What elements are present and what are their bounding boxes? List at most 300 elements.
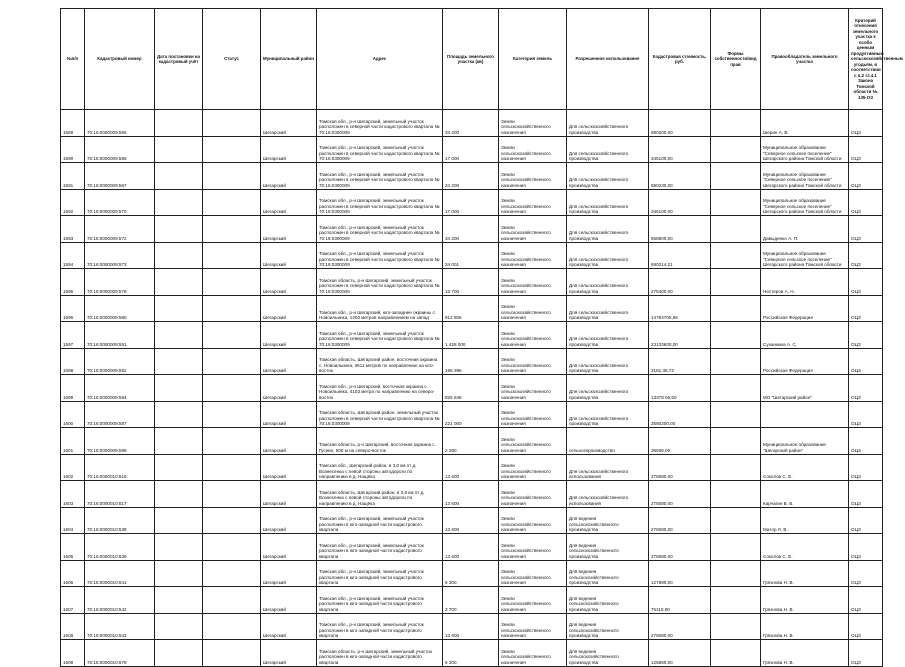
cell-row-number: 1598 bbox=[61, 348, 85, 375]
cell-status bbox=[203, 348, 261, 375]
cell-holder: Российская Федерация bbox=[761, 295, 849, 322]
table-row bbox=[61, 534, 883, 561]
cell-address: Томская обл., р-н Шегарский, земельный участок расположен в северной части кадастрового квартала № 70:16:0300009 bbox=[317, 216, 443, 243]
cell-row-number: 1605 bbox=[61, 534, 85, 561]
cell-permitted-use: Для ведения сельскохозяйственного производства bbox=[567, 534, 649, 561]
cell-address: Томская обл., р-н Шегарский, земельный участок расположен в юго-западной части кадастрового квартала bbox=[317, 587, 443, 614]
cell-address: Томская область, р-н Шегарский, земельный участок расположен в северной части кадастрового квартала № 70:16:0300009 bbox=[317, 269, 443, 296]
cell-area: 34 001 bbox=[443, 242, 499, 269]
cell-address: Томская обл., р-н Шегарский, земельный участок расположен в северной части кадастрового квартала № 70:16:0300009 bbox=[317, 136, 443, 163]
cell-district: Шегарский bbox=[261, 189, 317, 216]
cell-registration-date bbox=[155, 269, 203, 296]
cell-criterion: ОЦЗ bbox=[849, 560, 883, 587]
cell-cadastral-value: 14784705,96 bbox=[649, 295, 711, 322]
cell-permitted-use: сельхозпроизводство bbox=[567, 428, 649, 455]
cell-district: Шегарский bbox=[261, 110, 317, 137]
header-category: Категория земель bbox=[499, 9, 567, 110]
cell-registration-date bbox=[155, 216, 203, 243]
cell-permitted-use: Для ведения сельскохозяйственного производства bbox=[567, 613, 649, 640]
cell-registration-date bbox=[155, 322, 203, 349]
cell-cadastral-number: 70:16:0000009:555 bbox=[85, 110, 155, 137]
cell-cadastral-number: 70:16:0000010:617 bbox=[85, 481, 155, 508]
cell-registration-date bbox=[155, 534, 203, 561]
cell-holder: Давыденко А. П. bbox=[761, 216, 849, 243]
cell-registration-date bbox=[155, 454, 203, 481]
cell-registration-date bbox=[155, 481, 203, 508]
cell-criterion: ОЦЗ bbox=[849, 269, 883, 296]
cell-address: Томская обл., р-н Шегарский, юго-западнее окраины с. Новоильинка, 1200 метров направлением на запад bbox=[317, 295, 443, 322]
cell-criterion: ОЦЗ bbox=[849, 348, 883, 375]
cell-district: Шегарский bbox=[261, 322, 317, 349]
table-row bbox=[61, 163, 883, 190]
cell-area: 2 280 bbox=[443, 428, 499, 455]
header-criterion: Критерий отнесения земельного участка к особо ценным продуктивным сельскохозяйственным угодьям, в соответствии с п.2 ст.4.1 Закона Томской области № 135-ОЗ bbox=[849, 9, 883, 110]
cell-district: Шегарский bbox=[261, 295, 317, 322]
cell-cadastral-value: 276080,00 bbox=[649, 454, 711, 481]
header-area: Площадь земельного участка (кв) bbox=[443, 9, 499, 110]
cell-holder: Грязнова Н. В. bbox=[761, 560, 849, 587]
cell-criterion: ОЦЗ bbox=[849, 507, 883, 534]
cell-permitted-use: Для сельскохозяйственного производства bbox=[567, 401, 649, 428]
cell-registration-date bbox=[155, 242, 203, 269]
cell-holder: Муниципальное образование "Северное сельское поселение" Шегарского района Томской области bbox=[761, 189, 849, 216]
table-row bbox=[61, 269, 883, 296]
cell-ownership bbox=[711, 481, 761, 508]
land-register-table bbox=[60, 8, 903, 667]
cell-address: Томская область, р-н Шегарский, земельный участок расположен в юго-западной части кадастрового квартала bbox=[317, 640, 443, 667]
cell-ownership bbox=[711, 587, 761, 614]
cell-row-number: 1600 bbox=[61, 401, 85, 428]
cell-category: Земли сельскохозяйственного назначения bbox=[499, 560, 567, 587]
cell-area: 3 700 bbox=[443, 587, 499, 614]
cell-cadastral-number: 70:16:0000009:582 bbox=[85, 348, 155, 375]
cell-cadastral-value: 3181,35,72 bbox=[649, 348, 711, 375]
cell-row-number: 1607 bbox=[61, 587, 85, 614]
cell-criterion: ОЦЗ bbox=[849, 295, 883, 322]
cell-category: Земли сельскохозяйственного назначения bbox=[499, 587, 567, 614]
cell-cadastral-value: 36936,00 bbox=[649, 428, 711, 455]
cell-row-number: 1591 bbox=[61, 163, 85, 190]
cell-holder: Соколов С. Е. bbox=[761, 454, 849, 481]
cell-category: Земли сельскохозяйственного назначения bbox=[499, 242, 567, 269]
cell-category: Земли сельскохозяйственного назначения bbox=[499, 216, 567, 243]
cell-cadastral-value: 23133600,00 bbox=[649, 322, 711, 349]
cell-permitted-use: Для сельскохозяйственного производства bbox=[567, 189, 649, 216]
cell-row-number: 1590 bbox=[61, 136, 85, 163]
cell-status bbox=[203, 216, 261, 243]
cell-row-number: 1601 bbox=[61, 428, 85, 455]
cell-permitted-use: Для сельскохозяйственного производства bbox=[567, 242, 649, 269]
cell-category: Земли сельскохозяйственного назначения bbox=[499, 481, 567, 508]
cell-cadastral-number: 70:16:0000010:641 bbox=[85, 560, 155, 587]
cell-address: Томская область, Шегарский район, в 3,6 км от д. Вознесенка с левой стороны автодороги по направлению в д. Нащёка bbox=[317, 481, 443, 508]
cell-status bbox=[203, 242, 261, 269]
cell-status bbox=[203, 454, 261, 481]
table-row bbox=[61, 507, 883, 534]
header-permitted-use: Разрешенное использование bbox=[567, 9, 649, 110]
cell-cadastral-number: 70:16:0000009:566 bbox=[85, 136, 155, 163]
cell-criterion: ОЦЗ bbox=[849, 481, 883, 508]
cell-cadastral-value: 3580200,00 bbox=[649, 401, 711, 428]
cell-district: Шегарский bbox=[261, 613, 317, 640]
cell-area: 34 200 bbox=[443, 163, 499, 190]
cell-cadastral-value: 345100,00 bbox=[649, 189, 711, 216]
cell-criterion: ОЦЗ bbox=[849, 189, 883, 216]
cell-row-number: 1604 bbox=[61, 507, 85, 534]
cell-cadastral-value: 345100,00 bbox=[649, 136, 711, 163]
cell-cadastral-value: 276080,00 bbox=[649, 481, 711, 508]
cell-ownership bbox=[711, 534, 761, 561]
cell-status bbox=[203, 322, 261, 349]
cell-holder: Муниципальное образование "Северное сельское поселение" Шегарского района Томской области bbox=[761, 242, 849, 269]
cell-area: 1 428 000 bbox=[443, 322, 499, 349]
cell-area: 13 700 bbox=[443, 269, 499, 296]
cell-category: Земли сельскохозяйственного назначения bbox=[499, 110, 567, 137]
header-holder: Правообладатель земельного участка bbox=[761, 9, 849, 110]
cell-cadastral-number: 70:16:0000009:572 bbox=[85, 216, 155, 243]
cell-cadastral-value: 276080,00 bbox=[649, 507, 711, 534]
cell-district: Шегарский bbox=[261, 640, 317, 667]
header-ownership: Формы собственности/вид прав bbox=[711, 9, 761, 110]
cell-address: Томская обл., р-н Шегарский, земельный участок расположен в северной части кадастрового квартала № 70:16:0300009 bbox=[317, 242, 443, 269]
cell-registration-date bbox=[155, 163, 203, 190]
cell-category: Земли сельскохозяйственного назначения bbox=[499, 348, 567, 375]
cell-registration-date bbox=[155, 295, 203, 322]
cell-area: 825 848 bbox=[443, 375, 499, 402]
cell-criterion: ОЦЗ bbox=[849, 613, 883, 640]
cell-registration-date bbox=[155, 428, 203, 455]
cell-row-number: 1592 bbox=[61, 189, 85, 216]
cell-criterion: ОЦЗ bbox=[849, 534, 883, 561]
cell-cadastral-value: 276080,00 bbox=[649, 613, 711, 640]
cell-status bbox=[203, 375, 261, 402]
table-row bbox=[61, 375, 883, 402]
cell-ownership bbox=[711, 428, 761, 455]
header-address: Адрес bbox=[317, 9, 443, 110]
cell-district: Шегарский bbox=[261, 136, 317, 163]
table-row bbox=[61, 242, 883, 269]
cell-criterion: ОЦЗ bbox=[849, 375, 883, 402]
table-row bbox=[61, 348, 883, 375]
cell-cadastral-value: 13378 05,50 bbox=[649, 375, 711, 402]
cell-district: Шегарский bbox=[261, 587, 317, 614]
table-row bbox=[61, 587, 883, 614]
cell-status bbox=[203, 560, 261, 587]
cell-holder: Матор Л. В. bbox=[761, 507, 849, 534]
cell-criterion: ОЦЗ bbox=[849, 640, 883, 667]
cell-ownership bbox=[711, 163, 761, 190]
cell-status bbox=[203, 295, 261, 322]
cell-ownership bbox=[711, 242, 761, 269]
cell-cadastral-number: 70:16:0000010:643 bbox=[85, 613, 155, 640]
cell-district: Шегарский bbox=[261, 454, 317, 481]
cell-cadastral-number: 70:16:0000010:616 bbox=[85, 454, 155, 481]
cell-registration-date bbox=[155, 136, 203, 163]
cell-permitted-use: Для сельскохозяйственного производства bbox=[567, 269, 649, 296]
cell-address: Томская обл., р-н Шегарский, земельный участок расположен в северной части кадастрового квартала № 70:16:0300009 bbox=[317, 163, 443, 190]
cell-ownership bbox=[711, 322, 761, 349]
cell-area: 196 396 bbox=[443, 348, 499, 375]
cell-district: Шегарский bbox=[261, 401, 317, 428]
cell-ownership bbox=[711, 110, 761, 137]
table-row bbox=[61, 401, 883, 428]
cell-category: Земли сельскохозяйственного назначения bbox=[499, 401, 567, 428]
cell-district: Шегарский bbox=[261, 163, 317, 190]
cell-cadastral-value: 127890,00 bbox=[649, 560, 711, 587]
cell-holder: Суханкина А. С. bbox=[761, 322, 849, 349]
cell-category: Земли сельскохозяйственного назначения bbox=[499, 136, 567, 163]
table-row bbox=[61, 295, 883, 322]
cell-status bbox=[203, 428, 261, 455]
cell-registration-date bbox=[155, 110, 203, 137]
cell-permitted-use: Для ведения сельскохозяйственного производства bbox=[567, 507, 649, 534]
cell-row-number: 1603 bbox=[61, 481, 85, 508]
cell-permitted-use: Для сельскохозяйственного производства bbox=[567, 375, 649, 402]
cell-row-number: 1597 bbox=[61, 322, 85, 349]
cell-ownership bbox=[711, 401, 761, 428]
cell-category: Земли сельскохозяйственного назначения bbox=[499, 613, 567, 640]
cell-area: 6 200 bbox=[443, 640, 499, 667]
cell-address: Томская обл., р-н Шегарский, земельный участок расположен в юго-западной части кадастрового квартала bbox=[317, 560, 443, 587]
cell-permitted-use: Для сельскохозяйственного использования bbox=[567, 481, 649, 508]
cell-registration-date bbox=[155, 560, 203, 587]
cell-registration-date bbox=[155, 587, 203, 614]
table-row bbox=[61, 216, 883, 243]
header-cadastral-value: Кадастровая стоимость, руб. bbox=[649, 9, 711, 110]
cell-registration-date bbox=[155, 189, 203, 216]
cell-criterion: ОЦЗ bbox=[849, 110, 883, 137]
cell-permitted-use: Для сельскохозяйственного производства bbox=[567, 110, 649, 137]
cell-area: 13 600 bbox=[443, 481, 499, 508]
cell-district: Шегарский bbox=[261, 481, 317, 508]
cell-permitted-use: Для ведения сельскохозяйственного производства bbox=[567, 587, 649, 614]
cell-permitted-use: Для сельскохозяйственного производства bbox=[567, 322, 649, 349]
cell-cadastral-number: 70:16:0000009:587 bbox=[85, 401, 155, 428]
cell-status bbox=[203, 269, 261, 296]
cell-cadastral-value: 690214,21 bbox=[649, 242, 711, 269]
cell-cadastral-value: 568800,00 bbox=[649, 216, 711, 243]
cell-status bbox=[203, 110, 261, 137]
cell-permitted-use: Для сельскохозяйственного производства bbox=[567, 163, 649, 190]
cell-permitted-use: Для сельскохозяйственного производства bbox=[567, 295, 649, 322]
cell-category: Земли сельскохозяйственного назначения bbox=[499, 640, 567, 667]
cell-area: 34 200 bbox=[443, 110, 499, 137]
cell-address: Томская обл., р-н Шегарский, земельный участок расположен в юго-западной части кадастрового квартала bbox=[317, 534, 443, 561]
cell-permitted-use: Для сельскохозяйственного производства bbox=[567, 136, 649, 163]
table-row bbox=[61, 560, 883, 587]
cell-ownership bbox=[711, 136, 761, 163]
cell-area: 13 600 bbox=[443, 507, 499, 534]
cell-district: Шегарский bbox=[261, 242, 317, 269]
cell-district: Шегарский bbox=[261, 269, 317, 296]
cell-cadastral-number: 70:16:0000010:679 bbox=[85, 640, 155, 667]
cell-ownership bbox=[711, 295, 761, 322]
cell-criterion: ОЦЗ bbox=[849, 216, 883, 243]
cell-cadastral-number: 70:16:0000009:584 bbox=[85, 375, 155, 402]
cell-status bbox=[203, 401, 261, 428]
cell-cadastral-number: 70:16:0000009:576 bbox=[85, 269, 155, 296]
cell-permitted-use: Для сельскохозяйственного использования bbox=[567, 454, 649, 481]
cell-holder bbox=[761, 401, 849, 428]
cell-cadastral-value: 690230,00 bbox=[649, 163, 711, 190]
cell-district: Шегарский bbox=[261, 560, 317, 587]
cell-cadastral-value: 880200,00 bbox=[649, 110, 711, 137]
cell-address: Томская обл., р-н Шегарский, земельный участок расположен в юго-западной части кадастрового квартала bbox=[317, 507, 443, 534]
cell-district: Шегарский bbox=[261, 348, 317, 375]
cell-criterion: ОЦЗ bbox=[849, 587, 883, 614]
header-registration-date: Дата постановки на кадастровый учёт bbox=[155, 9, 203, 110]
cell-ownership bbox=[711, 613, 761, 640]
cell-status bbox=[203, 136, 261, 163]
cell-holder: Карчагин В. В. bbox=[761, 481, 849, 508]
cell-ownership bbox=[711, 348, 761, 375]
cell-category: Земли сельскохозяйственного назначения bbox=[499, 322, 567, 349]
cell-district: Шегарский bbox=[261, 507, 317, 534]
cell-district: Шегарский bbox=[261, 375, 317, 402]
cell-holder: Грязнова Н. В. bbox=[761, 640, 849, 667]
cell-district: Шегарский bbox=[261, 534, 317, 561]
cell-criterion: ОЦЗ bbox=[849, 322, 883, 349]
table-row bbox=[61, 322, 883, 349]
cell-registration-date bbox=[155, 507, 203, 534]
cell-area: 13 600 bbox=[443, 454, 499, 481]
cell-registration-date bbox=[155, 613, 203, 640]
table-row bbox=[61, 428, 883, 455]
cell-ownership bbox=[711, 507, 761, 534]
cell-ownership bbox=[711, 216, 761, 243]
cell-area: 13 600 bbox=[443, 534, 499, 561]
cell-criterion: ОЦЗ bbox=[849, 136, 883, 163]
cell-holder: Соколов С. Е. bbox=[761, 534, 849, 561]
cell-address: Томская область, р-н Шегарский, восточная окраина с. Гусево, 500 м на северо-восток bbox=[317, 428, 443, 455]
cell-category: Земли сельскохозяйственного назначения bbox=[499, 375, 567, 402]
cell-cadastral-value: 75110,00 bbox=[649, 587, 711, 614]
cell-area: 912 805 bbox=[443, 295, 499, 322]
cell-cadastral-number: 70:16:0000009:581 bbox=[85, 322, 155, 349]
table-row bbox=[61, 613, 883, 640]
cell-cadastral-value: 276080,00 bbox=[649, 534, 711, 561]
cell-row-number: 1602 bbox=[61, 454, 85, 481]
cell-row-number: 1609 bbox=[61, 640, 85, 667]
cell-permitted-use: Для сельскохозяйственного производства bbox=[567, 348, 649, 375]
cell-address: Томская обл., р-н Шегарский, восточная окраина с. Новоильинка, 4103 метра по направлению на северо-восток bbox=[317, 375, 443, 402]
cell-cadastral-number: 70:16:0000009:567 bbox=[85, 163, 155, 190]
cell-category: Земли сельскохозяйственного назначения bbox=[499, 295, 567, 322]
cell-category: Земли сельскохозяйственного назначения bbox=[499, 189, 567, 216]
cell-status bbox=[203, 189, 261, 216]
cell-address: Томская область, Шегарский район, восточная окраина с. Новоильинка, 3611 метров по направлению на юго-восток bbox=[317, 348, 443, 375]
cell-registration-date bbox=[155, 640, 203, 667]
cell-criterion: ОЦЗ bbox=[849, 242, 883, 269]
cell-criterion: ОЦЗ bbox=[849, 401, 883, 428]
cell-holder: Муниципальное образование "Северное сельское поселение" Шегарского района Томской области bbox=[761, 163, 849, 190]
cell-cadastral-number: 70:16:0000010:638 bbox=[85, 507, 155, 534]
cell-status bbox=[203, 481, 261, 508]
cell-holder: Грязнова Н. В. bbox=[761, 613, 849, 640]
cell-holder: Муниципальное образование "Шегарский район" bbox=[761, 428, 849, 455]
cell-cadastral-number: 70:16:0000009:588 bbox=[85, 428, 155, 455]
cell-district: Шегарский bbox=[261, 428, 317, 455]
cell-area: 17 000 bbox=[443, 136, 499, 163]
table-row bbox=[61, 454, 883, 481]
cell-registration-date bbox=[155, 375, 203, 402]
cell-status bbox=[203, 534, 261, 561]
cell-status bbox=[203, 640, 261, 667]
cell-holder: Нестеров А. Н. bbox=[761, 269, 849, 296]
cell-permitted-use: Для ведения сельскохозяйственного производства bbox=[567, 560, 649, 587]
cell-category: Земли сельскохозяйственного назначения bbox=[499, 269, 567, 296]
cell-status bbox=[203, 587, 261, 614]
cell-address: Томская обл., Шегарский район, в 3,6 км от д. Вознесенка с левой стороны автодороги по направлению в д. Нащёка bbox=[317, 454, 443, 481]
cell-ownership bbox=[711, 189, 761, 216]
cell-ownership bbox=[711, 269, 761, 296]
cell-status bbox=[203, 507, 261, 534]
cell-area: 17 000 bbox=[443, 189, 499, 216]
cell-holder: Российская Федерация bbox=[761, 348, 849, 375]
cell-holder: Муниципальное образование "Северное сельское поселение" Шегарского района Томской области bbox=[761, 136, 849, 163]
cell-cadastral-value: 275400,00 bbox=[649, 269, 711, 296]
cell-registration-date bbox=[155, 348, 203, 375]
cell-category: Земли сельскохозяйственного назначения bbox=[499, 507, 567, 534]
cell-row-number: 1589 bbox=[61, 110, 85, 137]
header-num: №п/п bbox=[61, 9, 85, 110]
cell-cadastral-value: 125860,00 bbox=[649, 640, 711, 667]
cell-cadastral-number: 70:16:0000010:642 bbox=[85, 587, 155, 614]
cell-address: Томская обл., р-н Шегарский, земельный участок расположен в северной части кадастрового квартала № 70:16:0300009 bbox=[317, 110, 443, 137]
cell-address: Томская область, Шегарский район, земельный участок расположен в северной части кадастрового квартала № 70:16:0300009 bbox=[317, 401, 443, 428]
header-cadastral-number: Кадастровый номер bbox=[85, 9, 155, 110]
table-row bbox=[61, 110, 883, 137]
cell-criterion: ОЦЗ bbox=[849, 454, 883, 481]
cell-row-number: 1606 bbox=[61, 560, 85, 587]
cell-address: Томская обл., р-н Шегарский, земельный участок расположен в северной части кадастрового квартала № 70:16:0300009 bbox=[317, 189, 443, 216]
cell-row-number: 1593 bbox=[61, 216, 85, 243]
cell-category: Земли сельскохозяйственного назначения bbox=[499, 534, 567, 561]
cell-district: Шегарский bbox=[261, 216, 317, 243]
cell-category: Земли сельскохозяйственного назначения bbox=[499, 428, 567, 455]
cell-category: Земли сельскохозяйственного назначения bbox=[499, 163, 567, 190]
cell-ownership bbox=[711, 640, 761, 667]
cell-permitted-use: Для сельскохозяйственного производства bbox=[567, 216, 649, 243]
cell-address: Томская обл., р-н Шегарский, земельный участок расположен в северной части кадастрового квартала № 70:16:0300009 bbox=[317, 322, 443, 349]
cell-area: 34 200 bbox=[443, 216, 499, 243]
cell-row-number: 1599 bbox=[61, 375, 85, 402]
cell-cadastral-number: 70:16:0000009:570 bbox=[85, 189, 155, 216]
table-header-row bbox=[61, 9, 883, 110]
cell-row-number: 1594 bbox=[61, 242, 85, 269]
cell-row-number: 1595 bbox=[61, 269, 85, 296]
cell-registration-date bbox=[155, 401, 203, 428]
cell-criterion: ОЦЗ bbox=[849, 163, 883, 190]
cell-cadastral-number: 70:16:0000010:639 bbox=[85, 534, 155, 561]
table-row bbox=[61, 481, 883, 508]
cell-holder: Шерин А. В. bbox=[761, 110, 849, 137]
cell-ownership bbox=[711, 454, 761, 481]
cell-cadastral-number: 70:16:0000009:573 bbox=[85, 242, 155, 269]
cell-ownership bbox=[711, 560, 761, 587]
cell-row-number: 1608 bbox=[61, 613, 85, 640]
cell-criterion: ОЦЗ bbox=[849, 428, 883, 455]
cell-row-number: 1596 bbox=[61, 295, 85, 322]
table-row bbox=[61, 189, 883, 216]
cell-area: 221 000 bbox=[443, 401, 499, 428]
table-row bbox=[61, 640, 883, 667]
cell-cadastral-number: 70:16:0000009:580 bbox=[85, 295, 155, 322]
header-status: Статус bbox=[203, 9, 261, 110]
cell-area: 13 600 bbox=[443, 613, 499, 640]
header-district: Муниципальный район bbox=[261, 9, 317, 110]
cell-area: 6 300 bbox=[443, 560, 499, 587]
